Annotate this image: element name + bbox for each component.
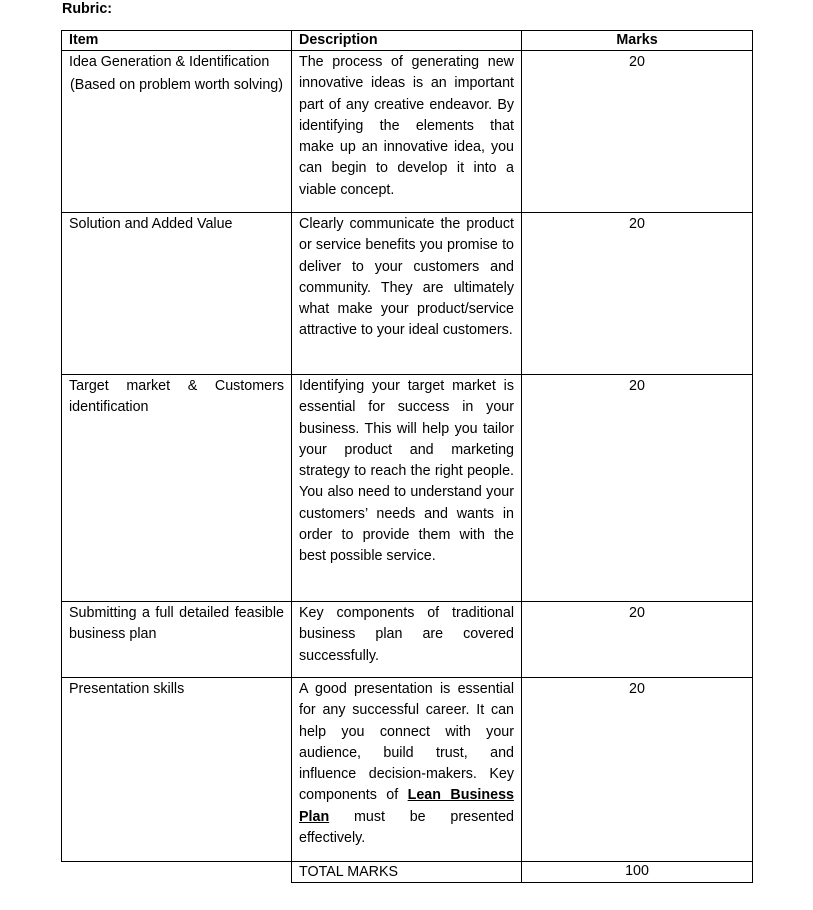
table-row xyxy=(62,678,753,862)
header-item: Item xyxy=(62,31,292,51)
description-text: The process of generating new innovative ideas is an important part of any creative endeavor. By identifying the elements that make up an innovative idea, you can begin to develop it into a viable concept. xyxy=(299,54,514,198)
table-row xyxy=(62,213,753,375)
description-cell xyxy=(292,375,522,602)
marks-value: 20 xyxy=(629,216,645,232)
description-cell xyxy=(292,51,522,213)
description-text: Clearly communicate the product or service benefits you promise to deliver to your customers and community. They are ultimately what make your product/service attractive to your ideal customers. xyxy=(299,216,514,339)
lean-business-plan-link[interactable]: Lean Business Plan xyxy=(299,787,514,825)
marks-cell xyxy=(522,602,753,678)
marks-value: 20 xyxy=(629,54,645,70)
total-label-cell xyxy=(292,862,522,883)
table-row xyxy=(62,375,753,602)
item-label: Target market & Customers identification xyxy=(69,378,284,416)
item-label: Idea Generation & Identification xyxy=(69,54,270,70)
description-cell xyxy=(292,213,522,375)
marks-cell xyxy=(522,678,753,862)
marks-value: 20 xyxy=(629,605,645,621)
description-cell xyxy=(292,602,522,678)
item-cell xyxy=(62,678,292,862)
total-row xyxy=(62,862,753,883)
description-text: Key components of traditional business plan are covered successfully. xyxy=(299,605,514,664)
description-cell xyxy=(292,678,522,862)
table-header-row xyxy=(62,31,753,51)
item-label: Presentation skills xyxy=(69,681,185,697)
item-cell xyxy=(62,51,292,213)
rubric-table xyxy=(61,30,753,883)
total-value-cell xyxy=(522,862,753,883)
table-row xyxy=(62,51,753,213)
marks-value: 20 xyxy=(629,378,645,394)
item-sublabel: (Based on problem worth solving) xyxy=(70,77,283,94)
item-cell xyxy=(62,213,292,375)
description-text: Identifying your target market is essential for success in your business. This will help you tailor your product and marketing strategy to reach the right people. You also need to understand your customers’ needs and wants in order to provide them with the best possible service. xyxy=(299,378,514,565)
table-row xyxy=(62,602,753,678)
item-cell xyxy=(62,602,292,678)
marks-cell xyxy=(522,213,753,375)
marks-value: 20 xyxy=(629,681,645,697)
total-value: 100 xyxy=(625,863,649,879)
item-label: Solution and Added Value xyxy=(69,216,233,232)
item-label: Submitting a full detailed feasible business plan xyxy=(69,605,284,643)
item-cell xyxy=(62,375,292,602)
marks-cell xyxy=(522,51,753,213)
header-marks: Marks xyxy=(522,31,753,51)
rubric-title: Rubric: xyxy=(62,1,113,17)
total-spacer xyxy=(62,862,292,883)
marks-cell xyxy=(522,375,753,602)
description-text: A good presentation is essential for any successful career. It can help you connect with your audience, build trust, and influence decision-makers. Key components of Lean Business Plan must be presented effectively. xyxy=(299,681,514,847)
header-description: Description xyxy=(292,31,522,51)
total-label: TOTAL MARKS xyxy=(299,864,399,880)
